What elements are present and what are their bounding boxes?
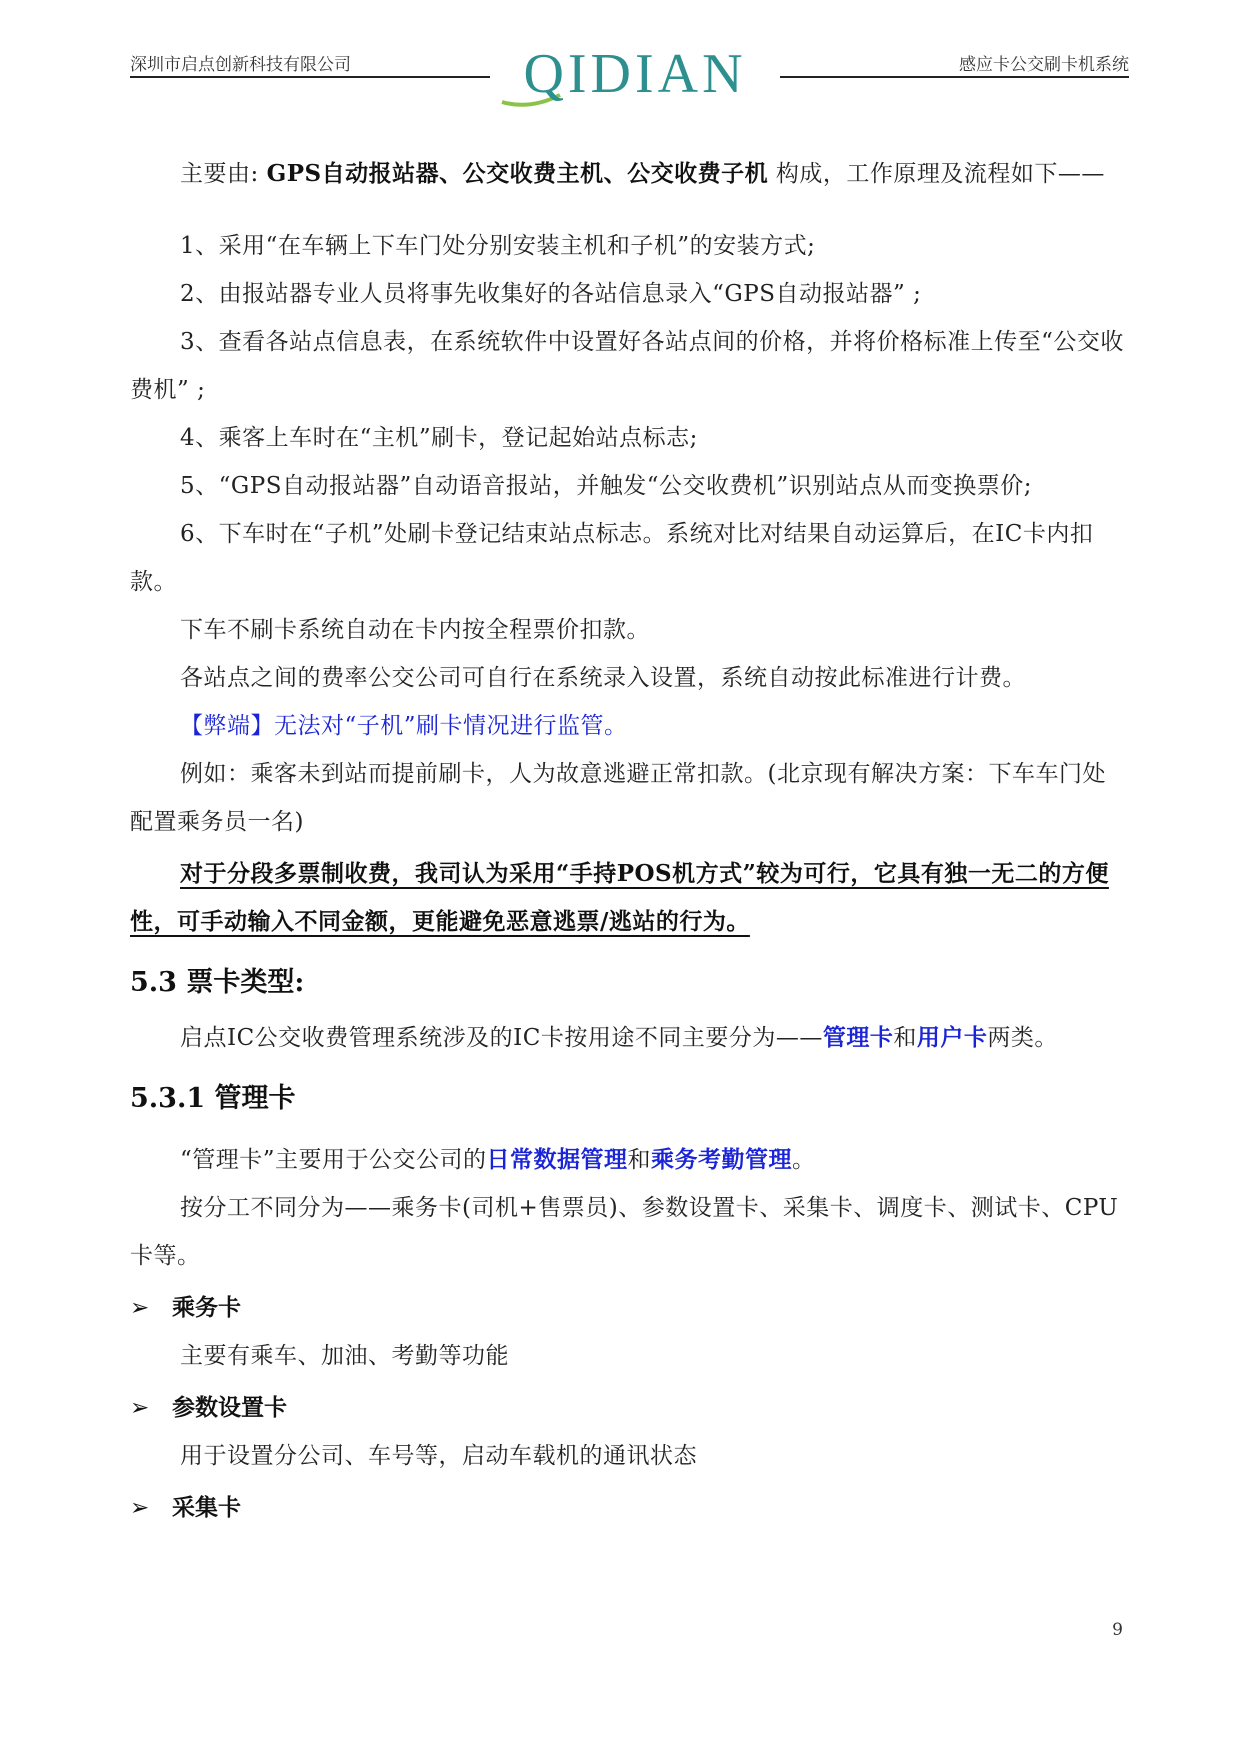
page-header [130,40,1129,110]
bullet-param-card [130,1384,1128,1432]
bullet-collect-card [130,1484,1128,1532]
step-6: 6、下车时在“子机”处刷卡登记结束站点标志。系统对比对结果自动运算后，在IC卡内扣款。 [130,521,1094,595]
arrow-bullet-icon: ➢ [130,1295,150,1321]
section-5-3-1-post: 。 [792,1147,816,1173]
section-5-3-text [130,1014,1128,1062]
header-company: 深圳市启点创新科技有限公司 [130,55,351,75]
bullet-crew-card [130,1284,1128,1332]
conclusion-paragraph [130,850,1128,946]
section-5-3-and: 和 [893,1025,917,1051]
bullet-title: 乘务卡 [172,1294,241,1321]
attendance-management-term: 乘务考勤管理 [651,1146,793,1173]
arrow-bullet-icon: ➢ [130,1395,150,1421]
drawback-paragraph [130,702,1128,750]
daily-data-management-term: 日常数据管理 [486,1146,628,1173]
intro-post: 构成，工作原理及流程如下—— [775,161,1105,187]
bullet-title: 参数设置卡 [172,1394,287,1421]
user-card-term: 用户卡 [916,1024,988,1051]
section-5-3-1-pre: “管理卡”主要用于公交公司的 [180,1147,487,1173]
step-3: 3、查看各站点信息表，在系统软件中设置好各站点间的价格，并将价格标准上传至“公交收费机” ; [130,329,1124,403]
intro-paragraph [130,150,1128,198]
conclusion-text: 对于分段多票制收费，我司认为采用“手持POS机方式”较为可行，它具有独一无二的方便性，可手动输入不同金额，更能避免恶意逃票/逃站的行为。 [130,860,1109,935]
page-number: 9 [1112,1620,1123,1640]
card-types-paragraph: 按分工不同分为——乘务卡(司机+售票员)、参数设置卡、采集卡、调度卡、测试卡、CPU卡等。 [130,1195,1119,1269]
section-5-3-pre: 启点IC公交收费管理系统涉及的IC卡按用途不同主要分为—— [180,1025,823,1051]
section-5-3-1-and: 和 [627,1147,652,1173]
step-5: 5、“GPS自动报站器”自动语音报站，并触发“公交收费机”识别站点从而变换票价; [180,473,1033,499]
bullet-crew-card-desc: 主要有乘车、加油、考勤等功能 [180,1343,509,1369]
logo-text: QIDIAN [523,43,747,105]
bullet-param-card-desc: 用于设置分公司、车号等，启动车载机的通讯状态 [180,1443,697,1469]
arrow-bullet-icon: ➢ [130,1495,150,1521]
section-5-3-1-title: 5.3.1 管理卡 [130,1083,296,1114]
example-paragraph: 例如：乘客未到站而提前刷卡，人为故意逃避正常扣款。(北京现有解决方案：下车车门处配置乘务员一名) [130,761,1106,835]
drawback-text: 无法对“子机”刷卡情况进行监管。 [274,713,628,739]
note-fare-setting: 各站点之间的费率公交公司可自行在系统录入设置，系统自动按此标准进行计费。 [180,665,1026,691]
header-system-name: 感应卡公交刷卡机系统 [959,55,1129,75]
page-body [130,150,1128,1532]
intro-components: GPS自动报站器、公交收费主机、公交收费子机 [266,160,769,187]
step-4: 4、乘客上车时在“主机”刷卡，登记起始站点标志; [180,425,698,451]
section-5-3-1-text [130,1136,1128,1184]
drawback-tag: 【弊端】 [180,713,274,739]
step-1: 1、采用“在车辆上下车门处分别安装主机和子机”的安装方式; [180,233,816,259]
section-5-3-title: 5.3 票卡类型: [130,967,305,998]
management-card-term: 管理卡 [822,1024,894,1051]
intro-pre: 主要由: [180,161,259,187]
section-5-3-post: 两类。 [987,1025,1058,1051]
note-no-swipe: 下车不刷卡系统自动在卡内按全程票价扣款。 [180,617,650,643]
step-2: 2、由报站器专业人员将事先收集好的各站信息录入“GPS自动报站器” ; [180,281,922,307]
qidian-logo [490,40,780,110]
bullet-title: 采集卡 [172,1494,241,1521]
